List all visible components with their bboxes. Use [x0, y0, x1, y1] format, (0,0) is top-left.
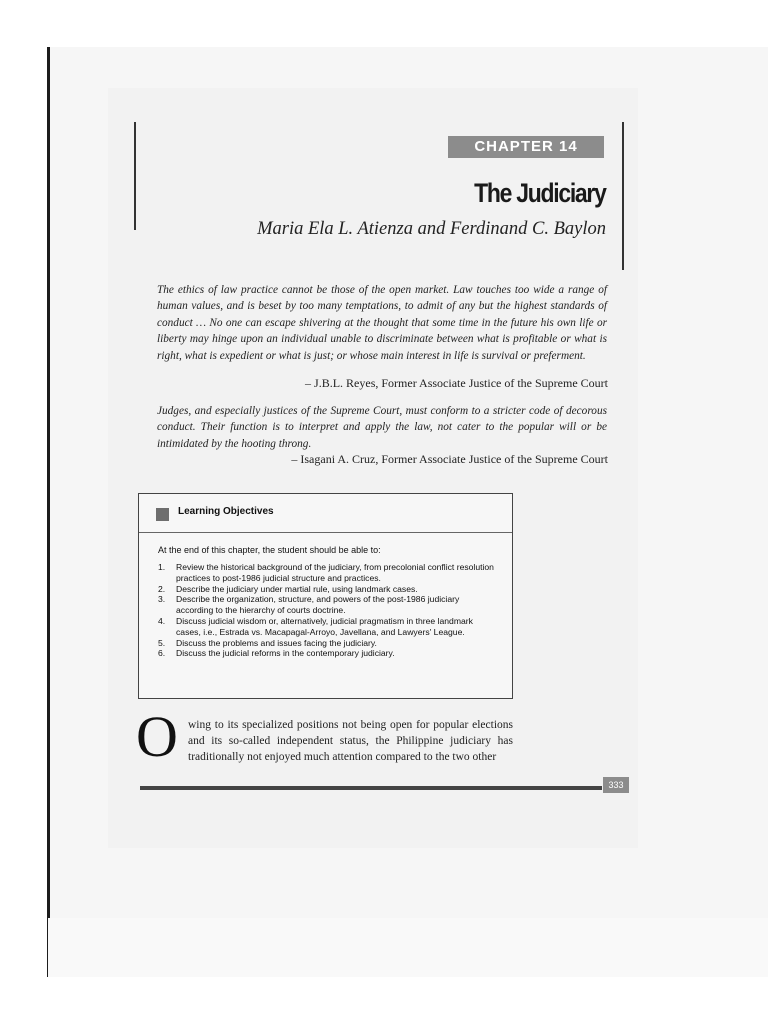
epigraph-quote-2: Judges, and especially justices of the Supreme Court, must conform to a stricter code of decorous conduct. Their function is to interpret and apply the law, not cater to the popular will or be intimidated by the hooting throng. — [157, 405, 607, 450]
list-item — [158, 584, 498, 595]
learning-objectives-header — [139, 494, 512, 533]
list-item-text: Discuss judicial wisdom or, alternatively, judicial pragmatism in three landmark cases, i.e., Estrada vs. Macapagal-Arroyo, Javellana, and Lawyers' League. — [176, 615, 473, 637]
list-item-text: Discuss the problems and issues facing the judiciary. — [176, 637, 377, 648]
opening-paragraph: wing to its specialized positions not being open for popular elections and its so-called independent status, the Philippine judiciary has traditionally not enjoyed much attention compared to the two other — [188, 719, 513, 764]
drop-cap: O — [136, 704, 178, 769]
list-item-text: Review the historical background of the judiciary, from precolonial conflict resolution practices to post-1986 judicial structure and practices. — [176, 562, 494, 583]
epigraph-attribution-1: – J.B.L. Reyes, Former Associate Justice of the Supreme Court — [305, 376, 608, 390]
epigraph-quote-1: The ethics of law practice cannot be those of the open market. Law touches too wide a range of human values, and is beset by too many temptations, to admit of any but the highest standards of conduct … No one can escape shivering at the thought that some time in the future his own life or liberty may hinge upon an individual unable to discriminate between what is profitable or what is right, what is expedient or what is just; or whose main interest in life is survival or preferment. — [157, 284, 607, 362]
epigraph-attribution-2: – Isagani A. Cruz, Former Associate Justice of the Supreme Court — [291, 452, 608, 466]
list-item — [158, 562, 498, 584]
list-item-number: 5. — [158, 637, 166, 648]
learning-objectives-box — [138, 493, 513, 699]
list-item-text: Describe the judiciary under martial rule, using landmark cases. — [176, 583, 418, 594]
square-bullet-icon — [156, 508, 169, 521]
list-item-number: 2. — [158, 583, 166, 594]
learning-objectives-intro: At the end of this chapter, the student should be able to: — [158, 545, 381, 555]
list-item-text: Discuss the judicial reforms in the contemporary judiciary. — [176, 648, 395, 659]
chapter-label: CHAPTER 14 — [448, 136, 604, 158]
vertical-rule-left — [134, 122, 136, 230]
list-item — [158, 648, 498, 659]
scan-bottom-margin — [48, 918, 768, 977]
list-item-number: 4. — [158, 615, 166, 626]
footer-rule — [140, 786, 602, 790]
learning-objectives-title: Learning Objectives — [178, 506, 274, 517]
list-item-number: 6. — [158, 648, 166, 659]
list-item — [158, 616, 498, 638]
scan-edge — [47, 47, 50, 977]
list-item — [158, 638, 498, 649]
chapter-title: The Judiciary — [474, 178, 606, 208]
vertical-rule-right — [622, 122, 624, 270]
page-number: 333 — [603, 777, 629, 793]
list-item-number: 1. — [158, 562, 166, 572]
list-item-number: 3. — [158, 594, 166, 605]
list-item — [158, 594, 498, 616]
chapter-authors: Maria Ela L. Atienza and Ferdinand C. Baylon — [257, 219, 606, 239]
learning-objectives-list — [158, 562, 498, 659]
list-item-text: Describe the organization, structure, and powers of the post-1986 judiciary according to the hierarchy of courts doctrine. — [176, 594, 460, 616]
